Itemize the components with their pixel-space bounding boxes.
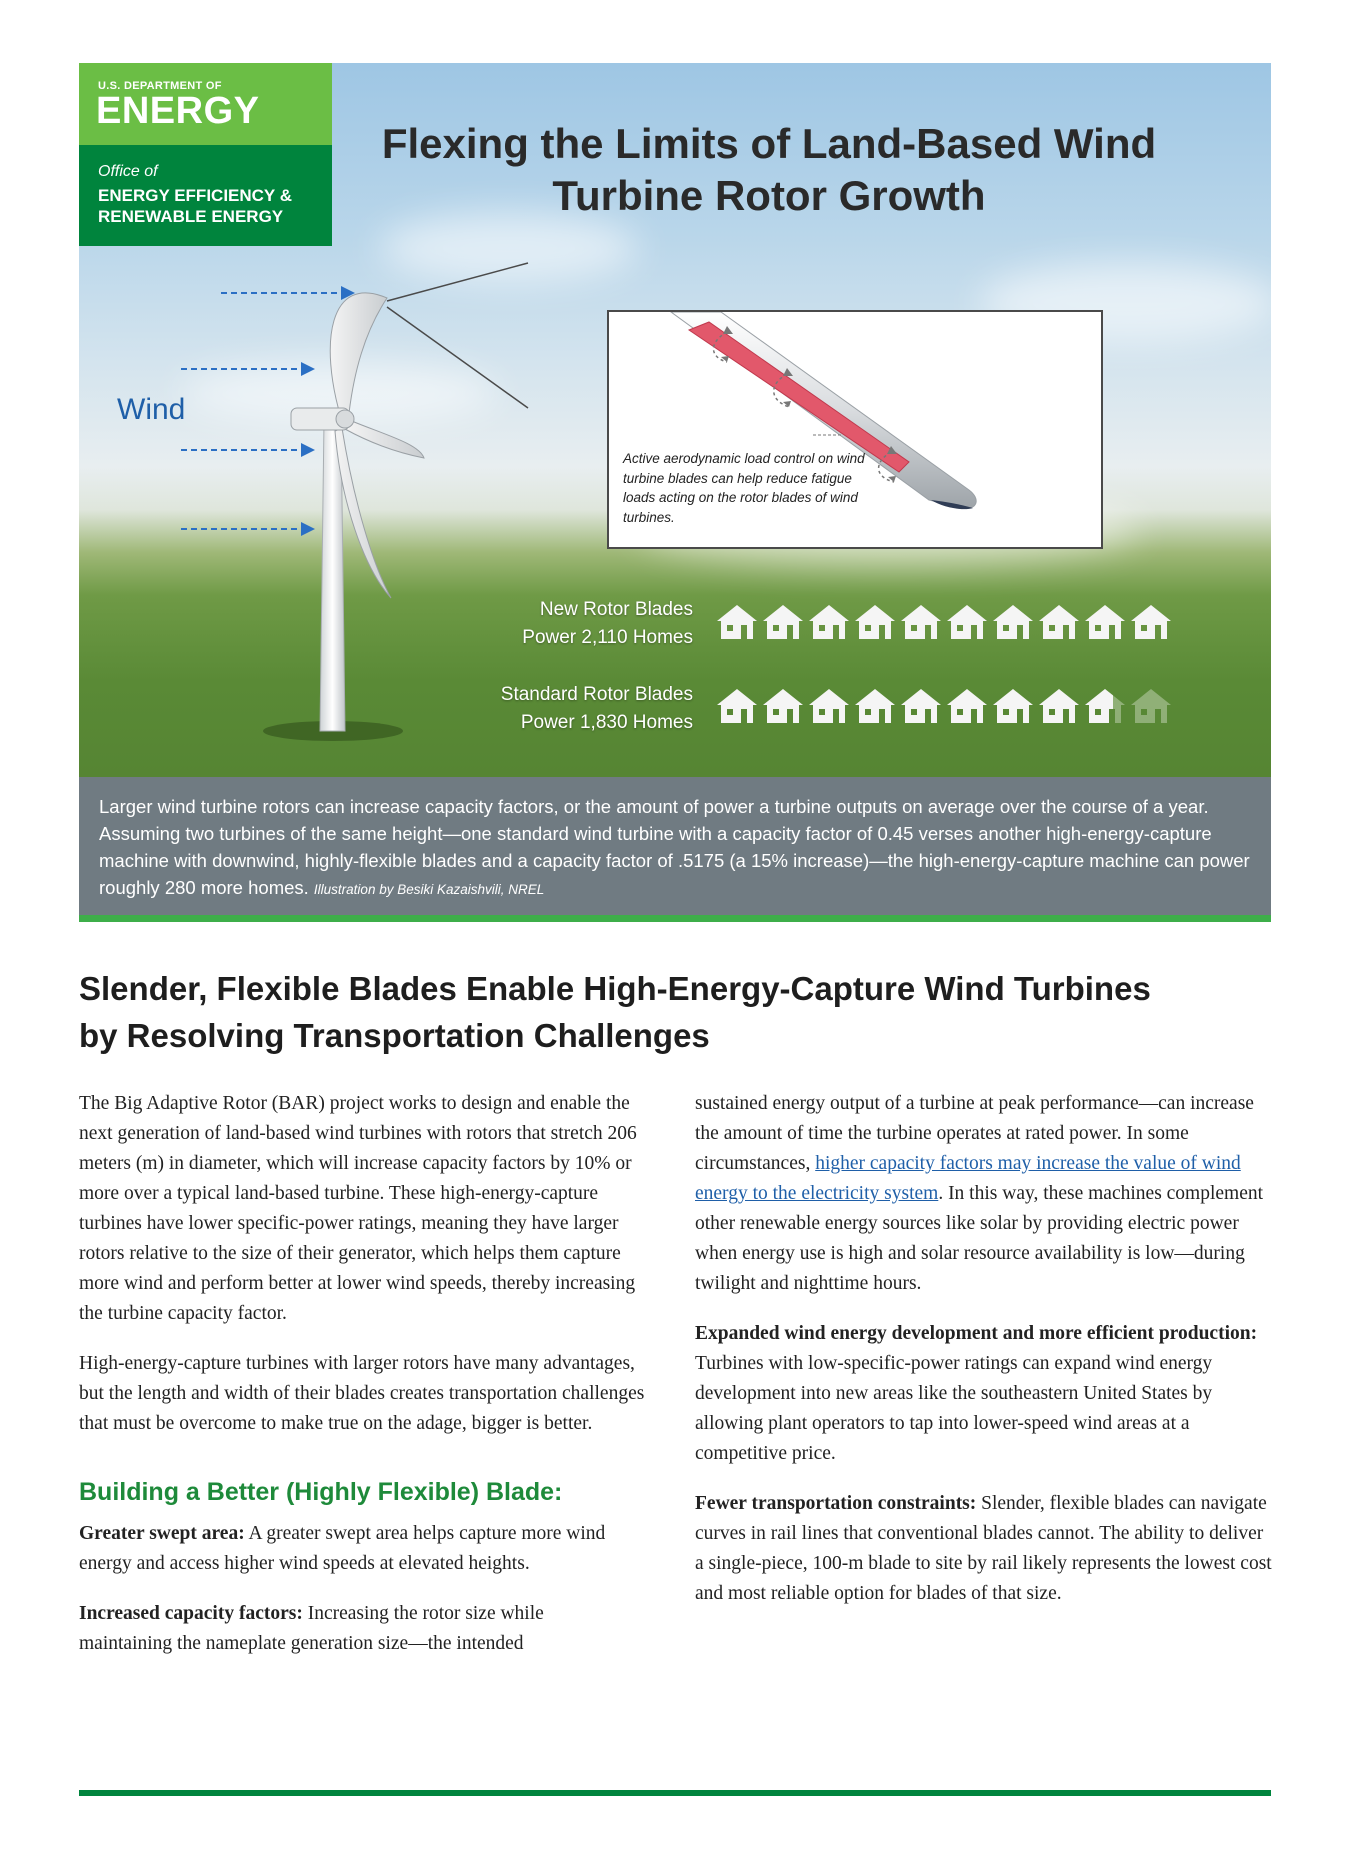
left-column	[79, 1089, 649, 1679]
new-blades-label	[522, 596, 693, 652]
capacity-text-continued: sustained energy output of a turbine at peak performance—can increase the amount of time the turbine operates at rated power. In some circumstances,	[695, 1093, 1254, 1174]
hero-illustration	[79, 63, 1271, 922]
new-blades-homes-icons	[715, 601, 1175, 645]
standard-blades-house-icon	[947, 689, 987, 723]
new-blades-house-icon	[901, 605, 941, 639]
new-blades-house-icon	[1039, 605, 1079, 639]
swept-area-label: Greater swept area:	[79, 1523, 245, 1544]
standard-blades-house-icon	[717, 689, 757, 723]
new-blades-house-icon	[809, 605, 849, 639]
new-blades-title: New Rotor Blades	[539, 599, 693, 620]
caption-text: Larger wind turbine rotors can increase capacity factors, or the amount of power a turbine outputs on average over the course of a year. Assuming two turbines of the same height—one standard wind turbine with a capacity factor of 0.45 verses another high-energy-capture machine with downwind, highly-flexible blades and a capacity factor of .5175 (a 15% increase)—the high-energy-capture machine can power roughly 280 more homes.	[99, 796, 1250, 898]
logo-office: Office of	[98, 163, 158, 180]
transport-text: Slender, flexible blades can navigate curves in rail lines that conventional blades cannot. The ability to deliver a single-piece, 100-m blade to site by rail likely represents the lowest cost and most reliable option for blades of that size.	[695, 1493, 1272, 1604]
capacity-label: Increased capacity factors:	[79, 1603, 303, 1624]
new-blades-house-icon	[763, 605, 803, 639]
green-divider	[79, 915, 1271, 922]
logo-eere: ENERGY EFFICIENCY & RENEWABLE ENERGY	[98, 186, 292, 226]
wind-label: Wind	[117, 393, 186, 426]
standard-blades-homes: Power 1,830 Homes	[520, 712, 693, 733]
standard-blades-label	[501, 681, 693, 737]
transport-label: Fewer transportation constraints:	[695, 1493, 977, 1514]
new-blades-house-icon	[1085, 605, 1125, 639]
standard-blades-house-icon	[809, 689, 849, 723]
standard-blades-house-icon	[1039, 689, 1079, 723]
capacity-factor-link[interactable]: higher capacity factors may increase the value of wind energy to the electricity system	[695, 1153, 1241, 1204]
capacity-text-after: . In this way, these machines complement other renewable energy sources like solar by providing electric power when energy use is high and solar resource availability is low—during twilight and nighttime hours.	[695, 1183, 1264, 1294]
new-blades-house-icon	[947, 605, 987, 639]
swept-area-paragraph	[79, 1519, 649, 1579]
swept-area-text: A greater swept area helps capture more wind energy and access higher wind speeds at elevated heights.	[79, 1523, 606, 1574]
new-blades-house-icon	[855, 605, 895, 639]
standard-blades-house-icon	[855, 689, 895, 723]
blade-callout	[607, 310, 1103, 549]
new-blades-house-icon	[1131, 605, 1171, 639]
standard-blades-house-icon	[901, 689, 941, 723]
doe-logo	[79, 63, 332, 246]
transport-paragraph	[695, 1489, 1275, 1609]
illustration-credit: Illustration by Besiki Kazaishvili, NREL	[313, 882, 545, 897]
new-blades-house-icon	[993, 605, 1033, 639]
article-title: Slender, Flexible Blades Enable High-Energy-Capture Wind Turbines by Resolving Transportation Challenges	[79, 970, 1151, 1054]
right-column	[695, 1089, 1275, 1629]
footer-rule	[79, 1790, 1271, 1796]
standard-blades-title: Standard Rotor Blades	[500, 684, 693, 705]
new-blades-house-icon	[717, 605, 757, 639]
logo-energy: ENERGY	[96, 90, 260, 132]
standard-blades-house-icon	[1131, 689, 1171, 723]
callout-text: Active aerodynamic load control on wind turbine blades can help reduce fatigue loads acting on the rotor blades of wind turbines.	[623, 451, 865, 525]
expanded-text: Turbines with low-specific-power ratings can expand wind energy development into new areas like the southeastern United States by allowing plant operators to tap into lower-speed wind areas at a competitive price.	[695, 1353, 1213, 1464]
section-subhead: Building a Better (Highly Flexible) Blade:	[79, 1478, 563, 1506]
illustration-caption	[79, 777, 1271, 915]
logo-department: U.S. DEPARTMENT OF	[98, 80, 222, 92]
expanded-label: Expanded wind energy development and more efficient production:	[695, 1323, 1258, 1344]
expanded-paragraph	[695, 1319, 1275, 1469]
hero-title: Flexing the Limits of Land-Based Wind Turbine Rotor Growth	[381, 120, 1157, 219]
challenges-paragraph: High-energy-capture turbines with larger rotors have many advantages, but the length and width of their blades creates transportation challenges that must be overcome to make true on the adage, bigger is better.	[79, 1353, 645, 1434]
standard-blades-house-icon	[993, 689, 1033, 723]
standard-blades-house-icon	[763, 689, 803, 723]
capacity-paragraph	[79, 1599, 639, 1659]
new-blades-homes: Power 2,110 Homes	[522, 627, 693, 648]
standard-blades-house-icon	[1085, 689, 1125, 723]
standard-blades-homes-icons	[715, 685, 1175, 729]
capacity-continued	[695, 1089, 1275, 1299]
capacity-text: Increasing the rotor size while maintaining the nameplate generation size—the intended	[79, 1603, 544, 1654]
intro-paragraph: The Big Adaptive Rotor (BAR) project works to design and enable the next generation of land-based wind turbines with rotors that stretch 206 meters (m) in diameter, which will increase capacity factors by 10% or more over a typical land-based turbine. These high-energy-capture turbines have lower specific-power ratings, meaning they have larger rotors relative to the size of their generator, which helps them capture more wind and perform better at lower wind speeds, thereby increasing the turbine capacity factor.	[79, 1093, 637, 1324]
